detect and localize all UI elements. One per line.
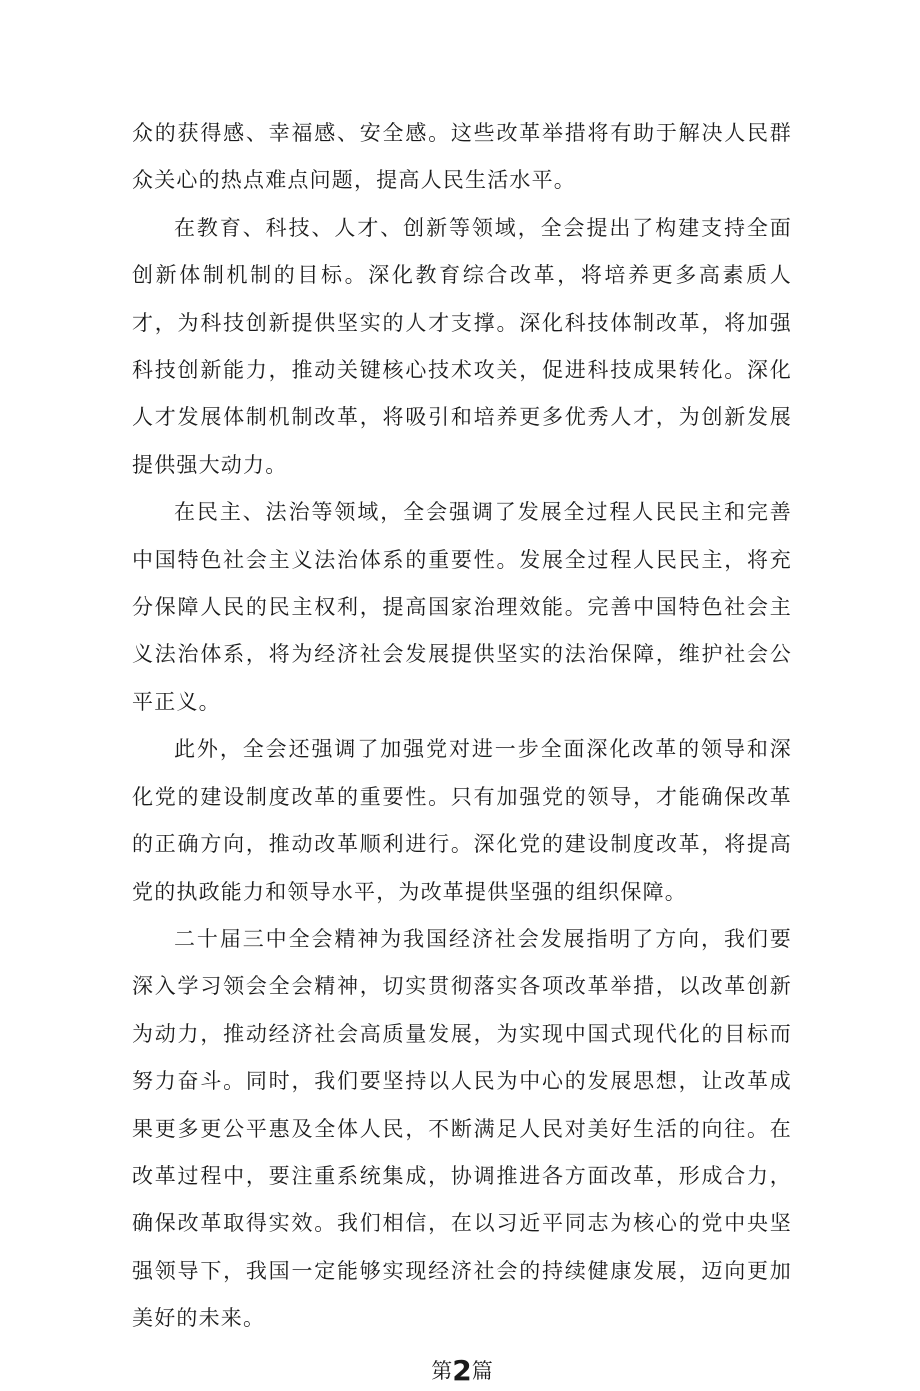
document-body: [132, 110, 792, 1391]
section-heading-suffix: 篇: [471, 1358, 493, 1383]
paragraph-5: 二十届三中全会精神为我国经济社会发展指明了方向，我们要深入学习领会全会精神，切实贯彻落实各项改革举措，以改革创新为动力，推动经济社会高质量发展，为实现中国式现代化的目标而努力奋斗。同时，我们要坚持以人民为中心的发展思想，让改革成果更多更公平惠及全体人民，不断满足人民对美好生活的向往。在改革过程中，要注重系统集成，协调推进各方面改革，形成合力，确保改革取得实效。我们相信，在以习近平同志为核心的党中央坚强领导下，我国一定能够实现经济社会的持续健康发展，迈向更加美好的未来。: [132, 926, 792, 1331]
section-heading-number: 2: [452, 1353, 472, 1387]
section-heading: [132, 1349, 792, 1391]
paragraph-3: 在民主、法治等领域，全会强调了发展全过程人民民主和完善中国特色社会主义法治体系的重要性。发展全过程人民民主，将充分保障人民的民主权利，提高国家治理效能。完善中国特色社会主义法治体系，将为经济社会发展提供坚实的法治保障，维护社会公平正义。: [132, 500, 792, 714]
paragraph-4: 此外，全会还强调了加强党对进一步全面深化改革的领导和深化党的建设制度改革的重要性。只有加强党的领导，才能确保改革的正确方向，推动改革顺利进行。深化党的建设制度改革，将提高党的执政能力和领导水平，为改革提供坚强的组织保障。: [132, 737, 792, 904]
section-heading-prefix: 第: [431, 1358, 453, 1383]
paragraph-2: 在教育、科技、人才、创新等领域，全会提出了构建支持全面创新体制机制的目标。深化教育综合改革，将培养更多高素质人才，为科技创新提供坚实的人才支撑。深化科技体制改革，将加强科技创新能力，推动关键核心技术攻关，促进科技成果转化。深化人才发展体制机制改革，将吸引和培养更多优秀人才，为创新发展提供强大动力。: [132, 215, 792, 477]
paragraph-1: 众的获得感、幸福感、安全感。这些改革举措将有助于解决人民群众关心的热点难点问题，提高人民生活水平。: [132, 121, 792, 193]
